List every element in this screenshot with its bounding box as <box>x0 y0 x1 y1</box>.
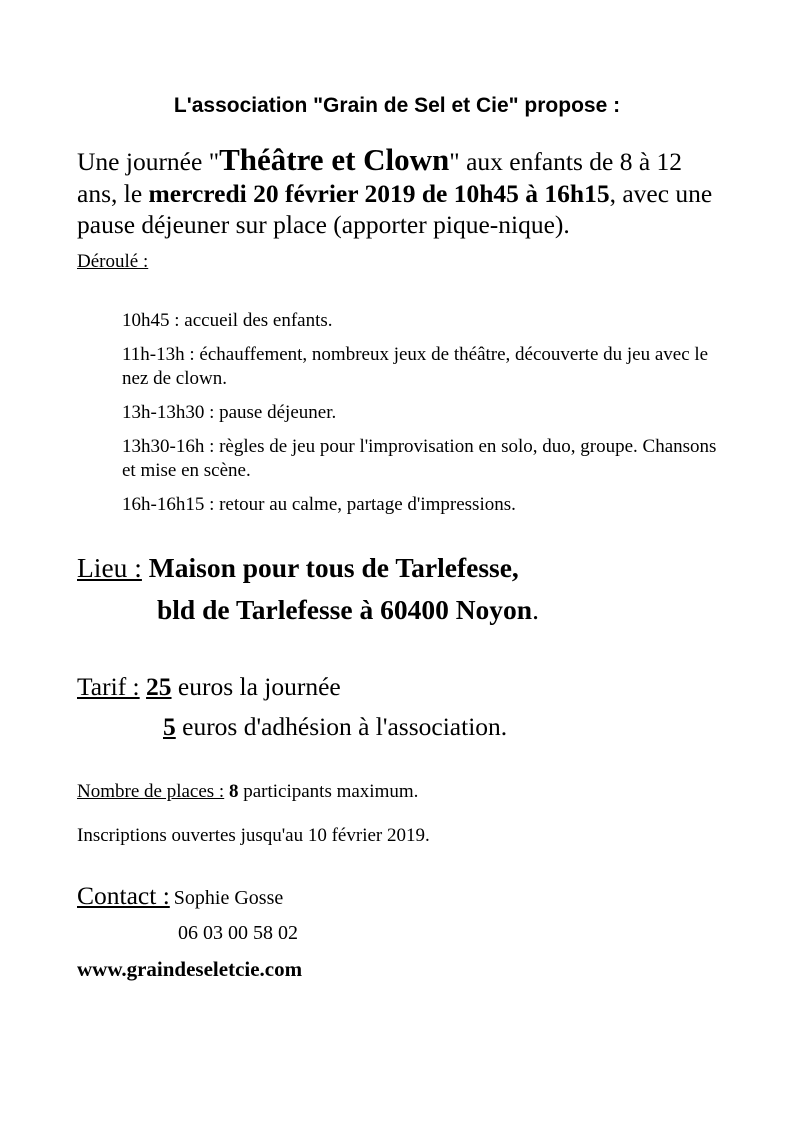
intro-text-1: Une journée " <box>77 147 220 176</box>
contact-line <box>77 879 283 917</box>
location-line-1 <box>77 550 519 586</box>
document-title: L'association "Grain de Sel et Cie" propose : <box>173 94 621 117</box>
schedule-item: 10h45 : accueil des enfants. <box>122 310 333 331</box>
places-text: participants maximum. <box>238 781 419 802</box>
intro-paragraph <box>77 144 727 241</box>
registration-deadline: Inscriptions ouvertes jusqu'au 10 février 2019. <box>77 825 430 846</box>
places-count: 8 <box>228 781 239 802</box>
price-membership-text: euros d'adhésion à l'association. <box>175 712 508 741</box>
intro-text-2: " aux enfants de 8 à 12 ans, le <box>77 147 683 208</box>
event-name: Théâtre et Clown <box>219 142 450 177</box>
location-period: . <box>532 594 539 625</box>
price-day-text: euros la journée <box>171 672 341 701</box>
location-address: bld de Tarlefesse à 60400 Noyon <box>157 594 533 625</box>
contact-name: Sophie Gosse <box>173 887 284 909</box>
location-label: Lieu : <box>77 552 142 583</box>
places-label: Nombre de places : <box>77 781 225 802</box>
location-venue: Maison pour tous de Tarlefesse, <box>148 552 519 583</box>
price-line-2 <box>163 710 507 744</box>
price-day: 25 <box>146 672 172 701</box>
deroule-label: Déroulé : <box>77 251 149 272</box>
price-label: Tarif : <box>77 672 140 701</box>
event-date-time: mercredi 20 février 2019 de 10h45 à 16h15 <box>148 178 610 208</box>
location-line-2 <box>157 592 539 628</box>
contact-phone: 06 03 00 58 02 <box>178 922 298 944</box>
schedule-item: 16h-16h15 : retour au calme, partage d'impressions. <box>122 494 516 515</box>
price-membership: 5 <box>163 712 176 741</box>
intro-text-3: , avec une pause déjeuner sur place (apporter pique-nique). <box>77 178 713 239</box>
contact-label: Contact : <box>77 881 170 910</box>
price-line-1 <box>77 670 341 704</box>
schedule-item: 11h-13h : échauffement, nombreux jeux de théâtre, découverte du jeu avec le nez de clown. <box>122 344 709 389</box>
schedule-item: 13h30-16h : règles de jeu pour l'improvisation en solo, duo, groupe. Chansons et mise en scène. <box>122 436 717 481</box>
places-line <box>77 780 418 804</box>
website-link[interactable]: www.graindeseletcie.com <box>77 957 303 981</box>
schedule-item: 13h-13h30 : pause déjeuner. <box>122 402 337 423</box>
